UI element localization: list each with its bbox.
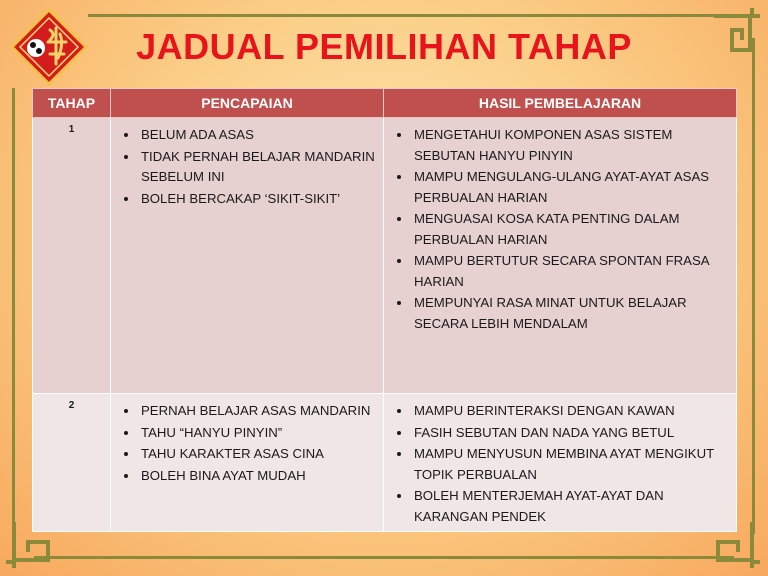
- frame-bottom-line: [34, 556, 734, 559]
- list-item: • MENGUASAI KOSA KATA PENTING DALAM PERBUALAN HARIAN: [412, 208, 730, 250]
- header-pencapaian: PENCAPAIAN: [111, 89, 384, 118]
- pencapaian-list: [117, 400, 377, 486]
- hasil-cell: [384, 118, 737, 394]
- pencapaian-cell: [111, 394, 384, 532]
- hasil-list: [390, 400, 730, 527]
- pencapaian-cell: [111, 118, 384, 394]
- list-item: • TIDAK PERNAH BELAJAR MANDARIN SEBELUM INI: [139, 146, 377, 188]
- list-item: • MAMPU MENGULANG-ULANG AYAT-AYAT ASAS PERBUALAN HARIAN: [412, 166, 730, 208]
- table-row: [33, 394, 737, 532]
- list-item: • BOLEH MENTERJEMAH AYAT-AYAT DAN KARANGAN PENDEK: [412, 485, 730, 527]
- list-item: • PERNAH BELAJAR ASAS MANDARIN: [139, 400, 377, 422]
- list-item: • FASIH SEBUTAN DAN NADA YANG BETUL: [412, 422, 730, 444]
- header-tahap: TAHAP: [33, 89, 111, 118]
- frame-top-line: [88, 14, 734, 17]
- tahap-cell: 1: [33, 118, 111, 394]
- pencapaian-list: [117, 124, 377, 209]
- hasil-list: [390, 124, 730, 334]
- hasil-cell: [384, 394, 737, 532]
- list-item: • BOLEH BINA AYAT MUDAH: [139, 465, 377, 487]
- page-title: JADUAL PEMILIHAN TAHAP: [136, 26, 632, 67]
- list-item: • MEMPUNYAI RASA MINAT UNTUK BELAJAR SECARA LEBIH MENDALAM: [412, 292, 730, 334]
- list-item: • BOLEH BERCAKAP ‘SIKIT-SIKIT’: [139, 188, 377, 210]
- frame-left-line: [12, 88, 15, 534]
- list-item: • MAMPU BERTUTUR SECARA SPONTAN FRASA HARIAN: [412, 250, 730, 292]
- table-header-row: [33, 89, 737, 118]
- list-item: • MAMPU MENYUSUN MEMBINA AYAT MENGIKUT TOPIK PERBUALAN: [412, 443, 730, 485]
- list-item: • MENGETAHUI KOMPONEN ASAS SISTEM SEBUTAN HANYU PINYIN: [412, 124, 730, 166]
- list-item: • BELUM ADA ASAS: [139, 124, 377, 146]
- tahap-cell: 2: [33, 394, 111, 532]
- list-item: • MAMPU BERINTERAKSI DENGAN KAWAN: [412, 400, 730, 422]
- list-item: • TAHU “HANYU PINYIN”: [139, 422, 377, 444]
- list-item: • TAHU KARAKTER ASAS CINA: [139, 443, 377, 465]
- table-row: [33, 118, 737, 394]
- header-hasil-pembelajaran: HASIL PEMBELAJARAN: [384, 89, 737, 118]
- frame-right-line: [752, 38, 755, 534]
- tahap-table: [32, 88, 736, 532]
